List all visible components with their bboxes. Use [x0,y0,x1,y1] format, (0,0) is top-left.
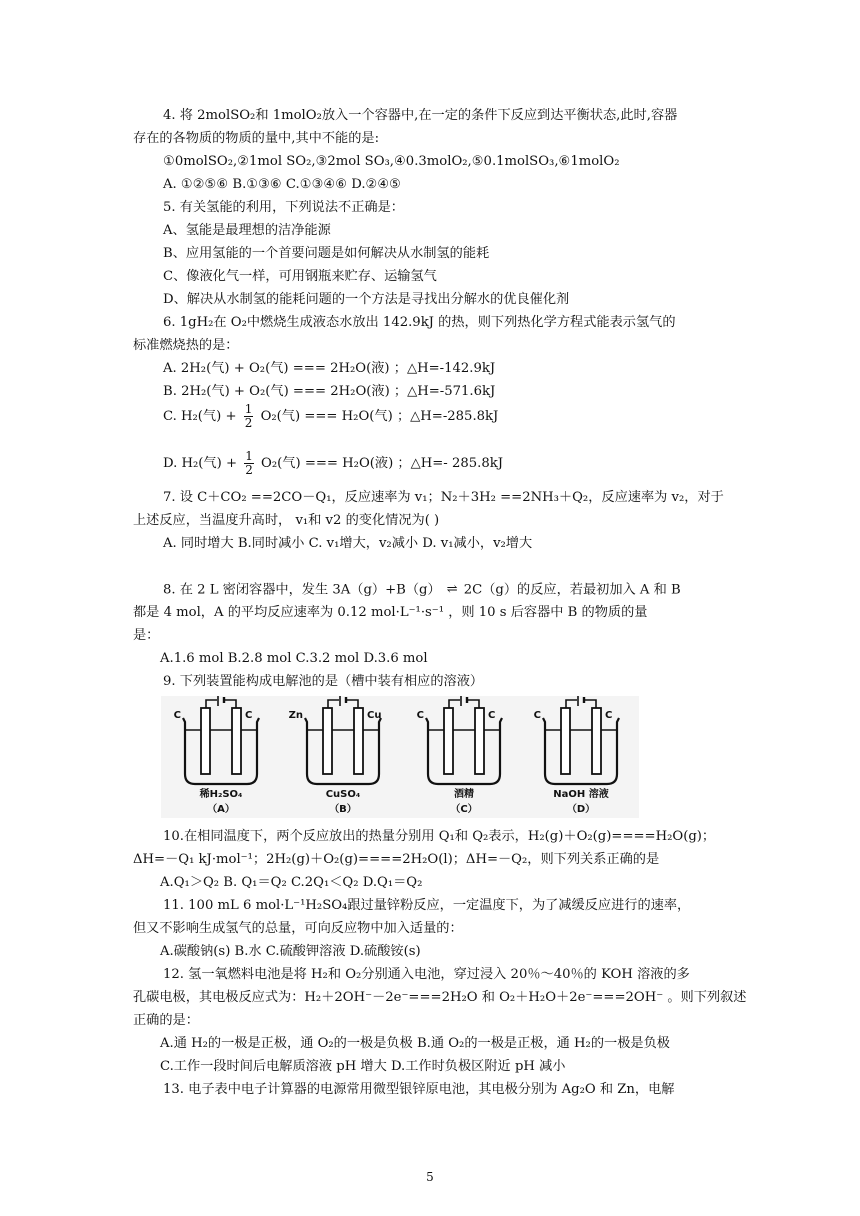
q6-option-d-pre: D. H₂(气) + [163,456,237,471]
q7-line-2: 上述反应，当温度升高时， v₁和 v2 的变化情况为( ) [133,513,440,528]
electrode-left-label: C [533,710,541,721]
electrode-right [475,708,484,774]
electrode-right [592,708,601,774]
solution-label: CuSO₄ [325,789,361,800]
q12-option-ab: A.通 H₂的一极是正极，通 O₂的一极是负极 B.通 O₂的一极是正极，通 H₂的一极是负极 [160,1036,670,1051]
q5-option-b: B、应用氢能的一个首要问题是如何解决从水制氢的能耗 [163,246,490,261]
cell-letter-label: （C） [450,804,478,815]
q4-options: A. ①②⑤⑥ B.①③⑥ C.①③④⑥ D.②④⑤ [163,177,401,192]
q6-option-c-post: O₂(气) === H₂O(气) ；△H=-285.8kJ [260,409,499,424]
cell-letter-label: （B） [329,804,357,815]
electrode-right-label: Cu [367,710,382,721]
fraction-half [244,450,254,477]
fraction-numerator: 1 [244,402,253,416]
q10-options: A.Q₁＞Q₂ B. Q₁＝Q₂ C.2Q₁＜Q₂ D.Q₁＝Q₂ [160,875,423,890]
q9-stem: 9. 下列装置能构成电解池的是（槽中装有相应的溶液） [163,674,484,689]
fraction-numerator: 1 [245,449,253,463]
electrode-left [444,708,453,774]
q12-line-3: 正确的是： [133,1013,199,1028]
q5-stem: 5. 有关氢能的利用，下列说法不正确是： [163,200,404,215]
electrode-left-label: C [173,710,181,721]
solution-label: 酒精 [454,789,474,800]
q4-line-2: 存在的各物质的物质的量中,其中不能的是: [133,131,380,146]
q11-line-1: 11. 100 mL 6 mol·L⁻¹H₂SO₄跟过量锌粉反应，一定温度下，为了减缓反应进行的速率， [163,898,691,913]
electrode-right-label: C [488,710,496,721]
q12-line-1: 12. 氢一氧燃料电池是将 H₂和 O₂分别通入电池，穿过浸入 20％～40％的 KOH 溶液的多 [163,967,690,982]
equilibrium-arrow-icon: ⇌ [446,582,458,597]
electrode-left-label: C [416,710,424,721]
fraction-denominator: 2 [244,416,253,430]
q6-option-d-post: O₂(气) === H₂O(液) ；△H=- 285.8kJ [261,456,503,471]
cell-letter-label: （A） [207,804,235,815]
electrode-left-label: Zn [288,710,303,721]
electrode-right-label: C [605,710,613,721]
q5-option-d: D、解决从水制氢的能耗问题的一个方法是寻找出分解水的优良催化剂 [163,292,570,307]
q8-line-1-post: 2C（g）的反应，若最初加入 A 和 B [463,582,681,598]
q6-option-c-pre: C. H₂(气) + [163,409,237,424]
q5-option-a: A、氢能是最理想的洁净能源 [163,223,331,238]
q6-line-1: 6. 1gH₂在 O₂中燃烧生成液态水放出 142.9kJ 的热，则下列热化学方程式能表示氢气的 [163,315,676,330]
q7-line-1: 7. 设 C＋CO₂ ==2CO－Q₁，反应速率为 v₁；N₂＋3H₂ ==2NH₃＋Q₂，反应速率为 v₂，对于 [163,490,724,505]
q8-line-3: 是： [133,628,160,643]
q7-options: A. 同时增大 B.同时减小 C. v₁增大，v₂减小 D. v₁减小，v₂增大 [163,536,533,551]
q8-options: A.1.6 mol B.2.8 mol C.3.2 mol D.3.6 mol [160,651,428,666]
q6-option-c [163,403,498,430]
q6-option-a: A. 2H₂(气) + O₂(气) === 2H₂O(液) ；△H=-142.9kJ [163,361,496,376]
q10-line-1: 10.在相同温度下，两个反应放出的热量分别用 Q₁和 Q₂表示，H₂(g)＋O₂(g)====H₂O(g)； [163,829,716,844]
electrolysis-cells-figure [161,696,639,818]
q8-line-1-pre: 8. 在 2 L 密闭容器中，发生 3A（g）+B（g） [163,582,441,598]
electrode-right [232,708,241,774]
q10-line-2: ΔH=－Q₁ kJ·mol⁻¹；2H₂(g)＋O₂(g)====2H₂O(l)；ΔH=－Q₂，则下列关系正确的是 [133,852,660,867]
q6-option-b: B. 2H₂(气) + O₂(气) === 2H₂O(液) ；△H=-571.6kJ [163,384,496,399]
fraction-half [244,403,254,430]
q4-line-3: ①0molSO₂,②1mol SO₂,③2mol SO₃,④0.3molO₂,⑤0.1molSO₃,⑥1molO₂ [163,154,620,169]
q11-options: A.碳酸钠(s) B.水 C.硫酸钾溶液 D.硫酸铵(s) [160,944,421,959]
electrode-right-label: C [245,710,253,721]
q6-option-d [163,450,503,477]
q12-line-2: 孔碳电极，其电极反应式为：H₂＋2OH⁻－2e⁻===2H₂O 和 O₂＋H₂O＋2e⁻===2OH⁻ 。则下列叙述 [133,990,747,1005]
q8-line-2: 都是 4 mol，A 的平均反应速率为 0.12 mol·L⁻¹·s⁻¹ ，则 10 s 后容器中 B 的物质的量 [133,605,648,620]
q5-option-c: C、像液化气一样，可用钢瓶来贮存、运输氢气 [163,269,437,284]
solution-label: NaOH 溶液 [553,789,609,800]
cell-letter-label: （D） [566,804,596,815]
q4-line-1: 4. 将 2molSO₂和 1molO₂放入一个容器中,在一定的条件下反应到达平衡状态,此时,容器 [163,108,678,123]
electrode-left [201,708,210,774]
fraction-denominator: 2 [245,463,253,477]
electrode-left [561,708,570,774]
q8-line-1 [163,580,681,601]
q12-option-cd: C.工作一段时间后电解质溶液 pH 增大 D.工作时负极区附近 pH 减小 [160,1059,566,1074]
q6-line-2: 标准燃烧热的是： [133,338,239,353]
electrode-right [354,708,363,774]
page-number: 5 [426,1170,434,1184]
electrode-left [323,708,332,774]
q13-line-1: 13. 电子表中电子计算器的电源常用微型银锌原电池，其电极分别为 Ag₂O 和 Zn，电解 [163,1082,675,1097]
q11-line-2: 但又不影响生成氢气的总量，可向反应物中加入适量的： [133,921,463,936]
solution-label: 稀H₂SO₄ [199,789,243,800]
